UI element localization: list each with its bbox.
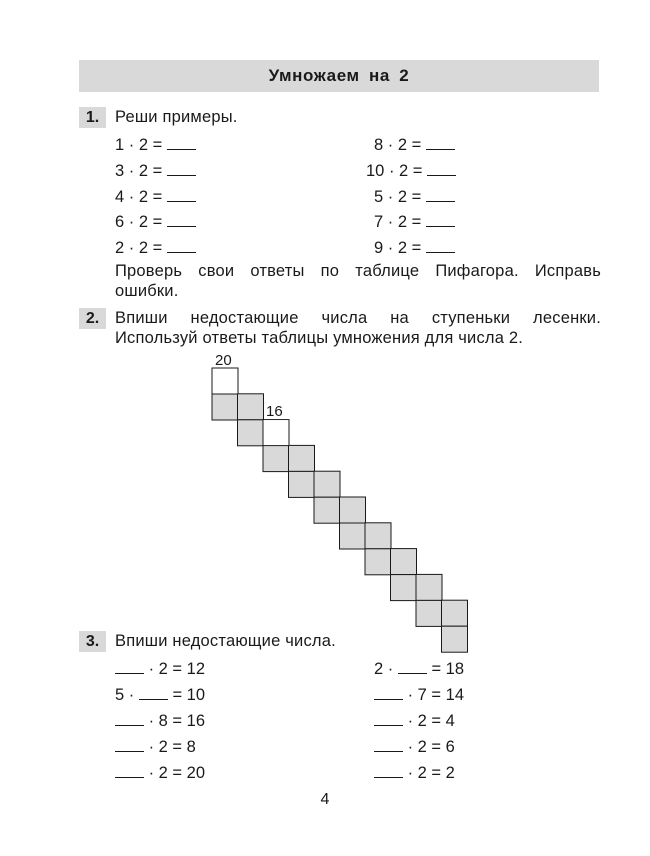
answer-blank[interactable] bbox=[115, 713, 144, 726]
step-label: 16 bbox=[266, 403, 283, 420]
task-2-instruction: Впиши недостающие числа на ступеньки лесенки. Используй ответы таблицы умножения для числа 2. bbox=[115, 309, 601, 347]
answer-blank[interactable] bbox=[115, 739, 144, 752]
task-3-example[interactable]: · 2 = 4 bbox=[374, 712, 455, 731]
step-cell bbox=[238, 420, 264, 446]
task-1-example[interactable]: 3 · 2 = bbox=[115, 162, 196, 181]
step-cell bbox=[340, 523, 366, 549]
answer-blank[interactable] bbox=[115, 765, 144, 778]
answer-blank[interactable] bbox=[115, 661, 144, 674]
task-1-example[interactable]: 4 · 2 = bbox=[115, 188, 196, 207]
page-number: 4 bbox=[320, 791, 330, 808]
answer-blank[interactable] bbox=[139, 687, 168, 700]
task-1-example[interactable]: 8 · 2 = bbox=[374, 136, 455, 155]
task-1-example[interactable]: 2 · 2 = bbox=[115, 239, 196, 258]
task-1-example[interactable]: 5 · 2 = bbox=[374, 188, 455, 207]
step-cell bbox=[416, 574, 442, 600]
task-2-number: 2. bbox=[79, 308, 106, 329]
task-3-example[interactable]: · 2 = 6 bbox=[374, 738, 455, 757]
task-3-example[interactable]: · 2 = 8 bbox=[115, 738, 196, 757]
step-cell bbox=[238, 394, 264, 420]
task-3-example[interactable]: · 7 = 14 bbox=[374, 686, 464, 705]
step-cell bbox=[314, 497, 340, 523]
task-3-number: 3. bbox=[79, 631, 106, 652]
task-3-example[interactable]: 5 · = 10 bbox=[115, 686, 206, 704]
step-cell bbox=[391, 575, 417, 601]
task-3-example[interactable]: · 2 = 20 bbox=[115, 764, 205, 783]
step-label: 20 bbox=[215, 352, 232, 369]
step-cell bbox=[365, 549, 391, 575]
task-1-note: Проверь свои ответы по таблице Пифагора. Исправь ошибки. bbox=[115, 262, 601, 300]
step-top bbox=[213, 369, 238, 394]
step-cell bbox=[212, 394, 238, 420]
staircase-steps bbox=[212, 368, 468, 652]
task-3-instruction: Впиши недостающие числа. bbox=[115, 632, 336, 650]
task-1-number: 1. bbox=[79, 107, 106, 128]
answer-blank[interactable] bbox=[374, 713, 403, 726]
task-1-example[interactable]: 6 · 2 = bbox=[115, 213, 196, 232]
page-title: Умножаем на 2 bbox=[268, 66, 410, 85]
step-cell bbox=[263, 446, 289, 472]
answer-blank[interactable] bbox=[374, 687, 403, 700]
step-cell bbox=[289, 445, 315, 471]
answer-blank[interactable] bbox=[374, 739, 403, 752]
task-1-example[interactable]: 7 · 2 = bbox=[374, 213, 455, 232]
answer-blank[interactable] bbox=[398, 661, 427, 674]
task-3-example[interactable]: 2 · = 18 bbox=[374, 660, 465, 678]
step-cell bbox=[442, 600, 468, 626]
step-cell bbox=[416, 600, 442, 626]
task-1-example[interactable]: 1 · 2 = bbox=[115, 136, 196, 155]
task-3-example[interactable]: · 2 = 12 bbox=[115, 660, 205, 679]
step-top bbox=[264, 420, 289, 445]
task-3-example[interactable]: · 8 = 16 bbox=[115, 712, 205, 731]
answer-blank[interactable] bbox=[374, 765, 403, 778]
task-3-example[interactable]: · 2 = 2 bbox=[374, 764, 455, 783]
task-1-example[interactable]: 10 · 2 = bbox=[366, 162, 456, 181]
step-cell bbox=[340, 497, 366, 523]
step-cell bbox=[314, 471, 340, 497]
task-1-example[interactable]: 9 · 2 = bbox=[374, 239, 455, 258]
step-cell bbox=[442, 626, 468, 652]
step-cell bbox=[365, 523, 391, 549]
step-cell bbox=[289, 471, 315, 497]
step-cell bbox=[391, 549, 417, 575]
task-1-instruction: Реши примеры. bbox=[115, 108, 238, 126]
